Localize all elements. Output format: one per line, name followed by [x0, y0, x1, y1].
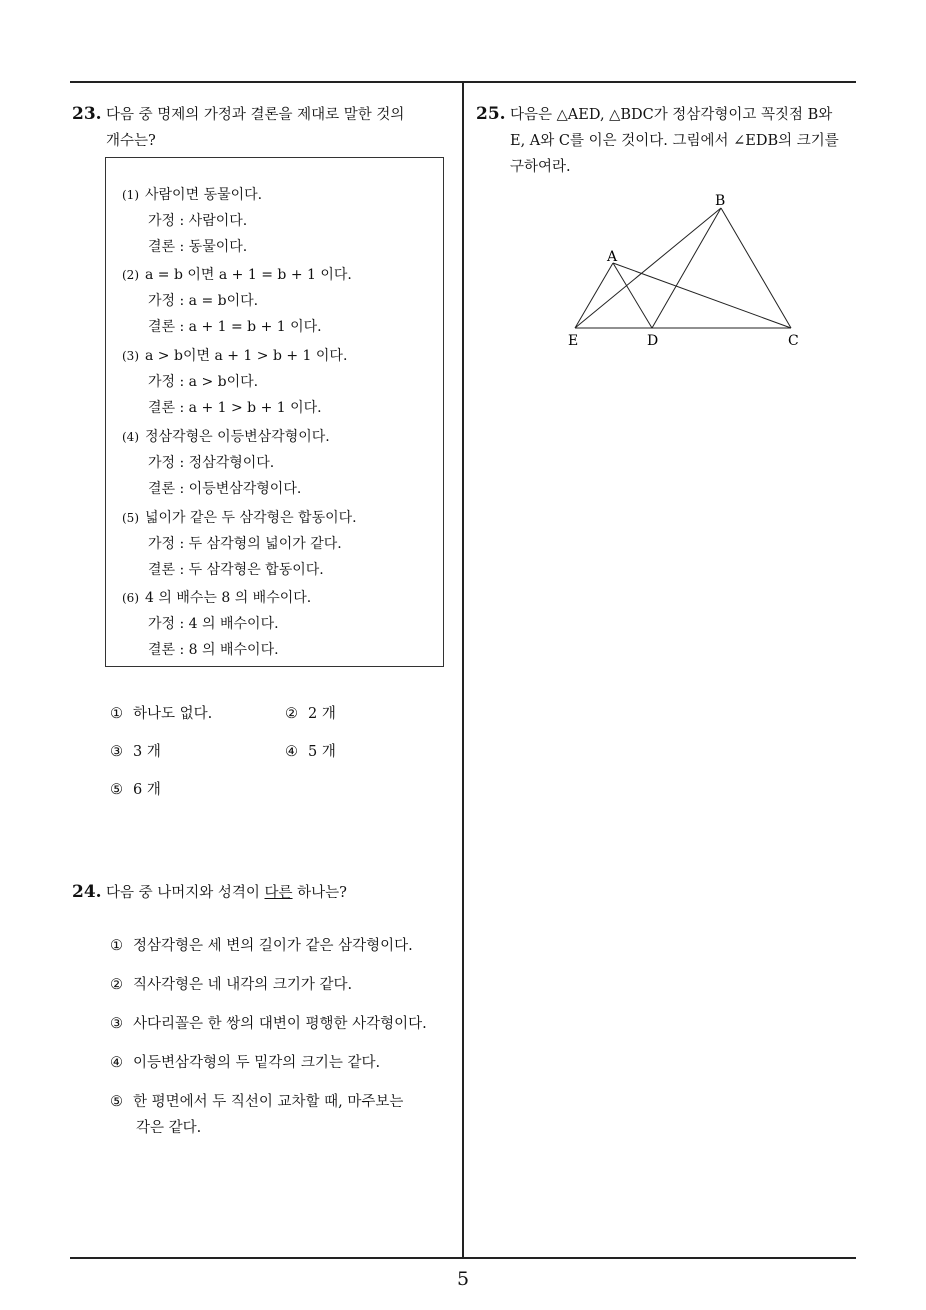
q24-text: 다음 중 나머지와 성격이 다른 하나는?	[106, 885, 347, 901]
q23-conclusion-4: 결론 : 이등변삼각형이다.	[148, 481, 302, 497]
segment-ad	[613, 263, 652, 328]
q25-number: 25.	[476, 104, 506, 124]
segment-db	[652, 208, 721, 328]
q23-hypothesis-4: 가정 : 정삼각형이다.	[148, 455, 275, 471]
label-d: D	[647, 333, 659, 349]
label-c: C	[788, 333, 799, 349]
q23-hypothesis-1: 가정 : 사람이다.	[148, 213, 248, 229]
label-a: A	[607, 249, 618, 265]
q25-text-line2: E, A와 C를 이은 것이다. 그림에서 ∠EDB의 크기를	[510, 133, 839, 149]
bottom-rule	[70, 1257, 856, 1259]
q23-statement-6: (6) 4 의 배수는 8 의 배수이다.	[122, 590, 312, 606]
q23-conclusion-1: 결론 : 동물이다.	[148, 239, 248, 255]
q23-statement-4: (4) 정삼각형은 이등변삼각형이다.	[122, 429, 330, 445]
segment-ea	[575, 263, 613, 328]
q23-text-line2: 개수는?	[106, 133, 156, 149]
q23-choice-1[interactable]: ① 하나도 없다.	[110, 706, 213, 722]
q23-choice-5[interactable]: ⑤ 6 개	[110, 782, 161, 798]
q23-choice-4[interactable]: ④ 5 개	[285, 744, 336, 760]
q24-choice-5[interactable]: ⑤ 한 평면에서 두 직선이 교차할 때, 마주보는	[110, 1094, 404, 1110]
q23-hypothesis-6: 가정 : 4 의 배수이다.	[148, 616, 279, 632]
q24-choice-2[interactable]: ② 직사각형은 네 내각의 크기가 같다.	[110, 977, 353, 993]
q23-conclusion-6: 결론 : 8 의 배수이다.	[148, 642, 279, 658]
q23-hypothesis-2: 가정 : a = b이다.	[148, 293, 259, 309]
page-number: 5	[456, 1268, 470, 1290]
label-b: B	[715, 193, 726, 209]
q23-hypothesis-5: 가정 : 두 삼각형의 넓이가 같다.	[148, 536, 342, 552]
q23-statement-2: (2) a = b 이면 a + 1 = b + 1 이다.	[122, 267, 352, 283]
q23-conclusion-5: 결론 : 두 삼각형은 합동이다.	[148, 562, 324, 578]
column-divider	[462, 82, 464, 1258]
q23-choice-3[interactable]: ③ 3 개	[110, 744, 161, 760]
q25-text-line1: 다음은 △AED, △BDC가 정삼각형이고 꼭짓점 B와	[510, 107, 833, 123]
q23-hypothesis-3: 가정 : a > b이다.	[148, 374, 259, 390]
q23-number: 23.	[72, 104, 102, 124]
label-e: E	[568, 333, 579, 349]
q23-statement-5: (5) 넓이가 같은 두 삼각형은 합동이다.	[122, 510, 357, 526]
segment-bc	[721, 208, 791, 328]
q24-choice-3[interactable]: ③ 사다리꼴은 한 쌍의 대변이 평행한 사각형이다.	[110, 1016, 427, 1032]
q23-conclusion-3: 결론 : a + 1 > b + 1 이다.	[148, 400, 322, 416]
q24-choice-4[interactable]: ④ 이등변삼각형의 두 밑각의 크기는 같다.	[110, 1055, 381, 1071]
q24-choice-1[interactable]: ① 정삼각형은 세 변의 길이가 같은 삼각형이다.	[110, 938, 413, 954]
segment-eb	[575, 208, 721, 328]
q24-choice-5-cont: 각은 같다.	[136, 1120, 202, 1136]
q23-conclusion-2: 결론 : a + 1 = b + 1 이다.	[148, 319, 322, 335]
q24-underlined-word: 다른	[264, 885, 293, 901]
q23-text-line1: 다음 중 명제의 가정과 결론을 제대로 말한 것의	[106, 107, 405, 123]
q23-statement-3: (3) a > b이면 a + 1 > b + 1 이다.	[122, 348, 348, 364]
q23-choice-2[interactable]: ② 2 개	[285, 706, 336, 722]
segment-ac	[613, 263, 791, 328]
q25-triangle-figure	[555, 188, 815, 358]
q24-number: 24.	[72, 882, 102, 902]
q25-text-line3: 구하여라.	[510, 159, 571, 175]
q23-statement-1: (1) 사람이면 동물이다.	[122, 187, 263, 203]
